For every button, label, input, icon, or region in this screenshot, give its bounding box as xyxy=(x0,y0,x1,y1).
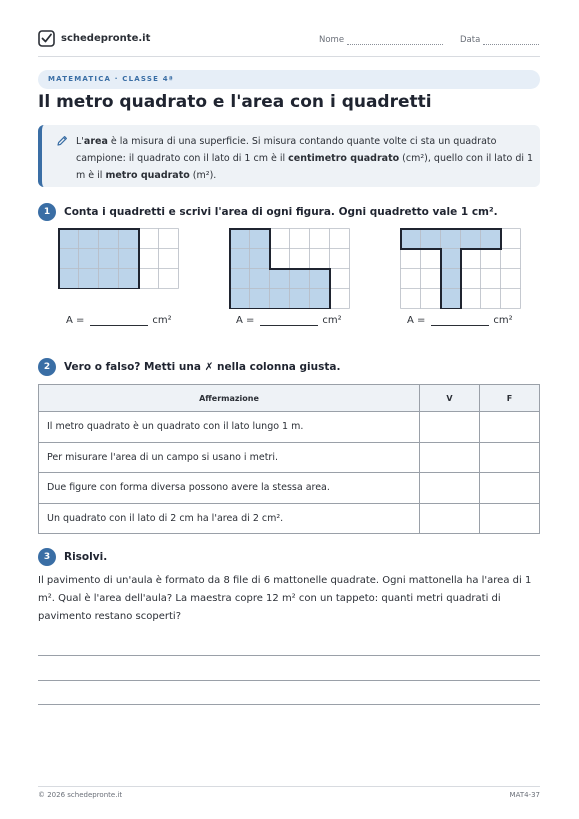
true-checkbox-cell[interactable] xyxy=(420,473,480,504)
table-row xyxy=(39,442,540,473)
header-false: F xyxy=(480,385,540,412)
answer-field-1[interactable] xyxy=(66,315,172,326)
header-statement: Affermazione xyxy=(39,385,420,412)
writing-line[interactable] xyxy=(38,655,540,656)
filled-cell xyxy=(441,269,461,289)
pencil-icon xyxy=(56,135,68,147)
page-title: Il metro quadrato e l'area con i quadretti xyxy=(38,92,432,112)
page-header xyxy=(38,30,540,52)
writing-line[interactable] xyxy=(38,680,540,681)
filled-cell xyxy=(250,249,270,269)
term-cm2: centimetro quadrato xyxy=(288,153,400,164)
footer-code: MAT4-37 xyxy=(509,791,540,799)
answer-prefix: A = xyxy=(236,315,255,326)
filled-cell xyxy=(250,269,270,289)
filled-cell xyxy=(270,289,290,309)
name-field[interactable] xyxy=(319,35,443,45)
filled-cell xyxy=(310,289,330,309)
exercise-instruction: Vero o falso? Metti una ✗ nella colonna giusta. xyxy=(64,361,341,373)
false-checkbox-cell[interactable] xyxy=(480,442,540,473)
table-header-row xyxy=(39,385,540,412)
site-name: schedepronte.it xyxy=(61,33,151,44)
name-line[interactable] xyxy=(347,36,443,45)
filled-cell xyxy=(119,229,139,249)
filled-cell xyxy=(79,249,99,269)
filled-cell xyxy=(59,269,79,289)
filled-cell xyxy=(59,249,79,269)
filled-cell xyxy=(401,229,421,249)
header-true: V xyxy=(420,385,480,412)
filled-cell xyxy=(270,269,290,289)
filled-cell xyxy=(79,229,99,249)
filled-cell xyxy=(461,229,481,249)
filled-cell xyxy=(230,249,250,269)
filled-cell xyxy=(481,229,501,249)
exercise-number: 2 xyxy=(38,358,56,376)
filled-cell xyxy=(250,289,270,309)
table-row xyxy=(39,503,540,534)
date-line[interactable] xyxy=(483,36,539,45)
definition-text: L'area è la misura di una superficie. Si misura contando quante volte ci sta un quadrato campione: il quadrato con il lato di 1 cm è il centimetro quadrato (cm²), quello con il lato di 1 m è il metro quadrato (m²). xyxy=(76,136,534,181)
statement-cell: Il metro quadrato è un quadrato con il lato lungo 1 m. xyxy=(39,412,420,443)
exercise-1-heading xyxy=(38,203,498,221)
footer-divider xyxy=(38,786,540,787)
exercise-number: 1 xyxy=(38,203,56,221)
filled-cell xyxy=(59,229,79,249)
filled-cell xyxy=(421,229,441,249)
answer-unit: cm² xyxy=(322,315,342,326)
true-checkbox-cell[interactable] xyxy=(420,503,480,534)
false-checkbox-cell[interactable] xyxy=(480,503,540,534)
exercise-3-heading xyxy=(38,548,107,566)
answer-unit: cm² xyxy=(152,315,172,326)
exercise-instruction: Conta i quadretti e scrivi l'area di ogni figura. Ogni quadretto vale 1 cm². xyxy=(64,206,498,218)
grid-figure-t-shape xyxy=(400,228,521,309)
problem-text: Il pavimento di un'aula è formato da 8 file di 6 mattonelle quadrate. Ogni mattonella ha l'area di 1 m². Qual è l'area dell'aula? La maestra copre 12 m² con un tappeto: quanti metri quadrati di pavimento restano scoperti? xyxy=(38,575,532,622)
date-label: Data xyxy=(460,35,481,45)
answer-blank[interactable] xyxy=(431,315,489,326)
false-checkbox-cell[interactable] xyxy=(480,412,540,443)
term-m2: metro quadrato xyxy=(105,170,190,181)
filled-cell xyxy=(290,269,310,289)
footer-copyright: © 2026 schedepronte.it xyxy=(38,791,123,799)
answer-field-2[interactable] xyxy=(236,315,342,326)
answer-unit: cm² xyxy=(493,315,513,326)
filled-cell xyxy=(230,229,250,249)
statement-cell: Due figure con forma diversa possono avere la stessa area. xyxy=(39,473,420,504)
filled-cell xyxy=(290,289,310,309)
table-row xyxy=(39,412,540,443)
definition-box xyxy=(38,125,540,187)
answer-field-3[interactable] xyxy=(407,315,513,326)
filled-cell xyxy=(250,229,270,249)
term-area: area xyxy=(83,136,108,147)
name-label: Nome xyxy=(319,35,345,45)
filled-cell xyxy=(230,289,250,309)
filled-cell xyxy=(441,249,461,269)
answer-prefix: A = xyxy=(66,315,85,326)
filled-cell xyxy=(119,249,139,269)
statement-cell: Un quadrato con il lato di 2 cm ha l'area di 2 cm². xyxy=(39,503,420,534)
subject-pill: MATEMATICA · CLASSE 4ª xyxy=(38,70,540,89)
answer-prefix: A = xyxy=(407,315,426,326)
exercise-number: 3 xyxy=(38,548,56,566)
filled-cell xyxy=(119,269,139,289)
filled-cell xyxy=(99,269,119,289)
writing-line[interactable] xyxy=(38,704,540,705)
filled-cell xyxy=(99,229,119,249)
exercise-2-heading xyxy=(38,358,340,376)
statement-cell: Per misurare l'area di un campo si usano i metri. xyxy=(39,442,420,473)
site-logo xyxy=(38,30,150,47)
grid-figure-l-shape xyxy=(229,228,350,309)
true-checkbox-cell[interactable] xyxy=(420,412,480,443)
true-false-table xyxy=(38,384,540,534)
checkbox-logo-icon xyxy=(38,30,55,47)
date-field[interactable] xyxy=(460,35,539,45)
grid-figure-rectangle xyxy=(58,228,179,289)
filled-cell xyxy=(99,249,119,269)
filled-cell xyxy=(441,289,461,309)
exercise-instruction: Risolvi. xyxy=(64,551,108,563)
filled-cell xyxy=(79,269,99,289)
filled-cell xyxy=(441,229,461,249)
filled-cell xyxy=(310,269,330,289)
filled-cell xyxy=(230,269,250,289)
answer-blank[interactable] xyxy=(260,315,318,326)
table-row xyxy=(39,473,540,504)
answer-blank[interactable] xyxy=(90,315,148,326)
true-checkbox-cell[interactable] xyxy=(420,442,480,473)
false-checkbox-cell[interactable] xyxy=(480,473,540,504)
header-divider xyxy=(38,56,540,57)
